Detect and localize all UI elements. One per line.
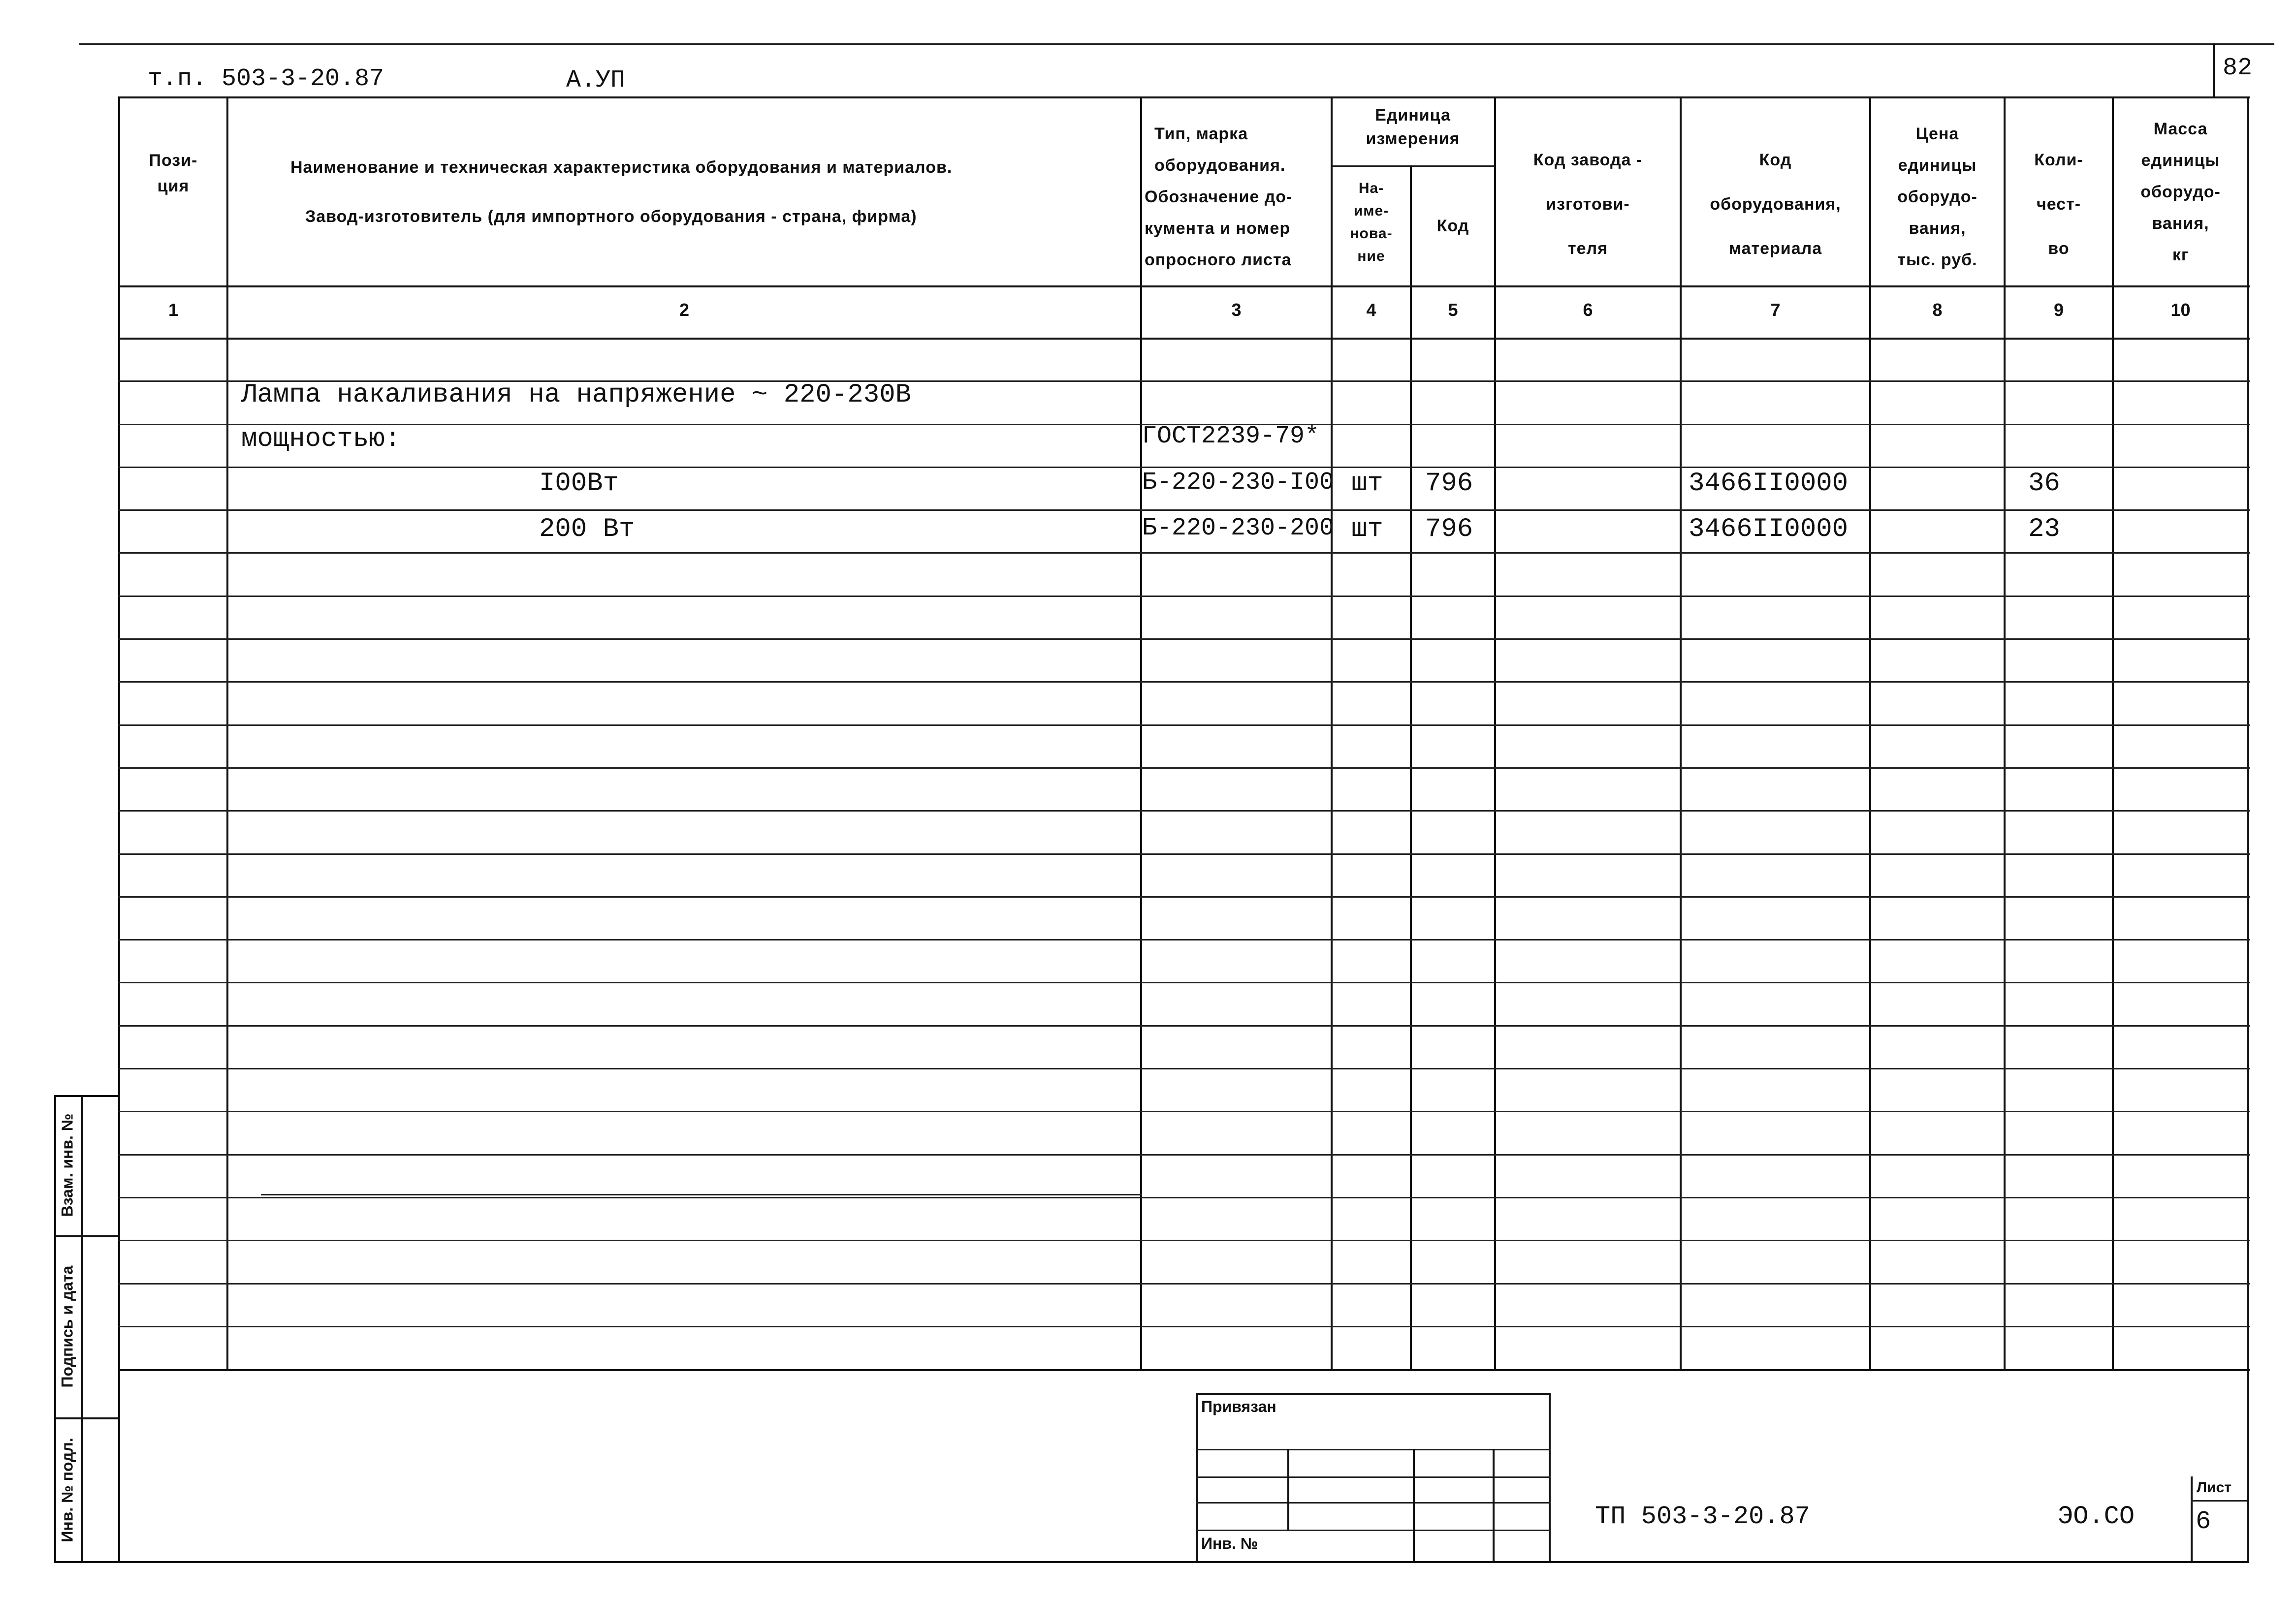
row-4-code: 796	[1425, 514, 1473, 544]
row-separator	[118, 724, 2250, 726]
row-3-name: I00Вт	[539, 469, 619, 499]
colnum-3: 3	[1231, 300, 1242, 320]
col-sep-3	[1331, 96, 1333, 1369]
header-col-8: Цена единицы оборудо- вания, тыс. руб.	[1897, 125, 1977, 269]
row-3-type: Б-220-230-I00	[1142, 469, 1335, 497]
col-sep-2	[1140, 96, 1142, 1369]
row-separator	[118, 982, 2250, 983]
inv-no-label: Инв. №	[1201, 1535, 1258, 1552]
row-separator	[118, 509, 2250, 511]
header-col-4: На- име- нова- ние	[1350, 180, 1393, 264]
privyazan-vline-2	[1413, 1449, 1415, 1561]
colnum-7: 7	[1770, 300, 1781, 320]
colnum-5: 5	[1448, 300, 1458, 320]
col-sep-6	[1680, 96, 1682, 1369]
row-4-material-code: 3466II0000	[1689, 514, 1849, 544]
row-3-qty: 36	[2028, 469, 2060, 499]
colnum-2: 2	[679, 300, 690, 320]
row-2-type: ГОСТ2239-79*	[1142, 422, 1320, 450]
side-strip-inner	[81, 1095, 83, 1563]
sheet-box-sep	[2191, 1500, 2247, 1502]
row-separator	[118, 1068, 2250, 1069]
table-top	[118, 96, 2250, 98]
page-number-box-left	[2213, 43, 2215, 98]
header-unit-group: Единица измерения	[1366, 106, 1460, 148]
page-bottom	[54, 1561, 2249, 1563]
col-sep-1	[226, 96, 228, 1369]
top-border	[79, 43, 2274, 45]
side-label-inv: Инв. № подл.	[58, 1438, 76, 1542]
row-separator	[118, 939, 2250, 941]
side-label-vzam: Взам. инв. №	[58, 1113, 76, 1217]
header-bottom	[118, 285, 2250, 287]
row-separator	[118, 1154, 2250, 1156]
side-label-podpis: Подпись и дата	[58, 1265, 76, 1387]
rows-bottom	[118, 1369, 2250, 1371]
row-separator	[118, 1197, 2250, 1198]
header-col-7: Код оборудования, материала	[1710, 151, 1841, 258]
colnum-10: 10	[2170, 300, 2191, 320]
header-col-1: Пози- ция	[149, 151, 198, 195]
header-col-10: Масса единицы оборудо- вания, кг	[2140, 120, 2221, 264]
project-code: т.п. 503-3-20.87	[148, 65, 384, 93]
row-separator	[118, 853, 2250, 855]
colnum-9: 9	[2053, 300, 2064, 320]
row-separator	[118, 1025, 2250, 1027]
numbers-bottom	[118, 338, 2250, 340]
colnum-1: 1	[168, 300, 179, 320]
row-separator	[118, 1111, 2250, 1112]
col-sep-8	[2004, 96, 2006, 1369]
row-3-material-code: 3466II0000	[1689, 469, 1849, 499]
section-code: ЭО.СО	[2058, 1502, 2135, 1531]
doc-code: ТП 503-3-20.87	[1595, 1502, 1810, 1531]
row-separator	[118, 638, 2250, 640]
col-sep-9	[2112, 96, 2114, 1369]
stray-line	[261, 1194, 1142, 1195]
privyazan-vline-3	[1493, 1449, 1495, 1561]
col-sep-5	[1494, 96, 1496, 1369]
sheet-label: Лист	[2197, 1479, 2232, 1496]
header-col-6: Код завода - изготови- теля	[1533, 151, 1643, 258]
privyazan-line-2	[1196, 1476, 1551, 1478]
col-sep-7	[1869, 96, 1871, 1369]
row-4-qty: 23	[2028, 514, 2060, 544]
row-1-name: Лампа накаливания на напряжение ~ 220-230В	[241, 380, 912, 410]
privyazan-label: Привязан	[1201, 1398, 1276, 1415]
header-col-2: Наименование и техническая характеристика оборудования и материалов. Завод-изготовитель (для импортного оборудования - страна, фирма)	[290, 158, 953, 226]
page-number: 82	[2223, 54, 2253, 82]
row-separator	[118, 896, 2250, 898]
row-2-name: мощностью:	[241, 424, 401, 454]
row-3-unit: шт	[1351, 469, 1383, 499]
row-separator	[118, 681, 2250, 683]
row-separator	[118, 1326, 2250, 1327]
row-separator	[118, 552, 2250, 554]
row-4-name: 200 Вт	[539, 514, 635, 544]
privyazan-line-3	[1196, 1502, 1551, 1504]
sheet-number: 6	[2196, 1507, 2211, 1536]
row-4-type: Б-220-230-200	[1142, 514, 1335, 542]
row-separator	[118, 1240, 2250, 1241]
colnum-8: 8	[1932, 300, 1943, 320]
row-3-code: 796	[1425, 469, 1473, 499]
row-separator	[118, 767, 2250, 769]
row-separator	[118, 810, 2250, 812]
header-col-5: Код	[1436, 217, 1469, 235]
row-separator	[118, 467, 2250, 468]
colnum-4: 4	[1366, 300, 1376, 320]
colnum-6: 6	[1583, 300, 1593, 320]
header-col-3: Тип, марка оборудования. Обозначение до- кумента и номер опросного листа	[1145, 125, 1293, 269]
row-4-unit: шт	[1351, 514, 1383, 544]
row-separator	[118, 1283, 2250, 1285]
row-separator	[118, 596, 2250, 597]
border-right	[2247, 96, 2249, 1563]
privyazan-line-1	[1196, 1449, 1551, 1450]
privyazan-vline-1	[1287, 1449, 1289, 1530]
header-col-9: Коли- чест- во	[2034, 151, 2083, 258]
unit-subheader-line	[1331, 165, 1494, 167]
privyazan-line-4	[1196, 1530, 1551, 1531]
album-label: А.УП	[566, 66, 626, 94]
